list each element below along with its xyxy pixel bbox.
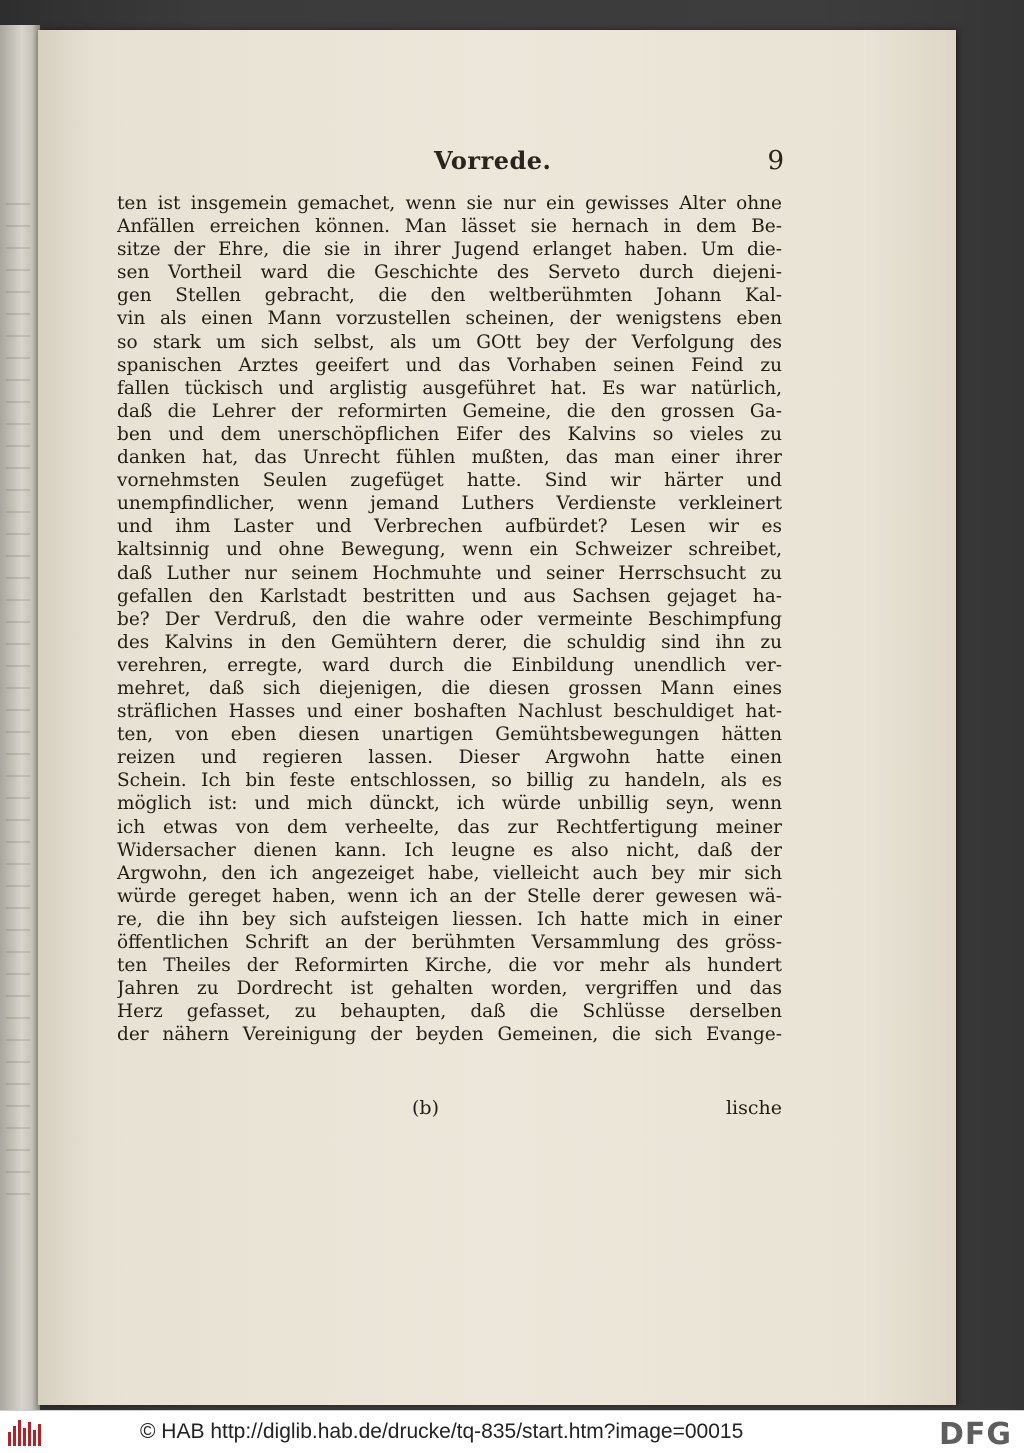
text-line: des Kalvins in den Gemühtern derer, die schuldig sind ihn zu (117, 631, 782, 653)
text-line: daß die Lehrer der reformirten Gemeine, die den grossen Ga- (117, 400, 782, 422)
text-line: vin als einen Mann vorzustellen scheinen, der wenigstens eben (117, 308, 782, 330)
text-line: daß Luther nur seinem Hochmuhte und seiner Herrschsucht zu (117, 562, 782, 584)
text-line: öffentlichen Schrift an der berühmten Versammlung des gröss- (117, 932, 782, 953)
text-line: danken hat, das Unrecht fühlen mußten, das man einer ihrer (117, 447, 782, 469)
text-line: Jahren zu Dordrecht ist gehalten worden, vergriffen und das (117, 978, 782, 1000)
running-head-title: Vorrede. (434, 146, 552, 175)
text-line: Anfällen erreichen können. Man lässet sie hernach in dem Be- (117, 216, 782, 238)
text-line: reizen und regieren lassen. Dieser Argwohn hatte einen (117, 747, 782, 769)
dfg-logo-icon[interactable]: DFG (938, 1417, 1012, 1452)
text-line: Widersacher dienen kann. Ich leugne es also nicht, daß der (117, 839, 782, 861)
signature-mark: (b) (412, 1097, 439, 1119)
text-line: ten, von eben diesen unartigen Gemühtsbewegungen hätten (117, 724, 782, 746)
hab-logo-icon[interactable] (8, 1419, 44, 1446)
text-line: gen Stellen gebracht, die den weltberühmten Johann Kal- (117, 285, 782, 307)
text-line: vornehmsten Seulen zugefüget hatte. Sind wir härter und (117, 470, 782, 492)
text-line: kaltsinnig und ohne Bewegung, wenn ein Schweizer schreibet, (117, 539, 782, 561)
running-head (128, 146, 784, 186)
text-line: fallen tückisch und arglistig ausgeführet hat. Es war natürlich, (117, 377, 782, 399)
text-line: ten ist insgemein gemachet, wenn sie nur ein gewisses Alter ohne (117, 193, 782, 214)
previous-page-edge (0, 25, 40, 1410)
text-line: sen Vortheil ward die Geschichte des Serveto durch diejeni- (117, 262, 782, 284)
text-line: würde gereget haben, wenn ich an der Stelle derer gewesen wä- (117, 885, 782, 907)
body-text (117, 192, 782, 1046)
previous-page-text-bleed (6, 195, 30, 1195)
text-line: so stark um sich selbst, als um GOtt bey der Verfolgung des (117, 331, 782, 353)
text-line: unempfindlicher, wenn jemand Luthers Verdienste verkleinert (117, 493, 782, 515)
text-line: ich etwas von dem verheelte, das zur Rechtfertigung meiner (117, 816, 782, 838)
text-line: gefallen den Karlstadt bestritten und aus Sachsen gejaget ha- (117, 585, 782, 607)
text-line: Argwohn, den ich angezeiget habe, vielleicht auch bey mir sich (117, 862, 782, 884)
text-line: Schein. Ich bin feste entschlossen, so billig zu handeln, als es (117, 770, 782, 792)
text-line: ben und dem unerschöpflichen Eifer des Kalvins so vieles zu (117, 423, 782, 445)
text-line: be? Der Verdruß, den die wahre oder vermeinte Beschimpfung (117, 608, 782, 630)
text-line: re, die ihn bey sich aufsteigen liessen. Ich hatte mich in einer (117, 908, 782, 930)
page-foot (117, 1097, 782, 1123)
text-line: Herz gefasset, zu behaupten, daß die Schlüsse derselben (117, 1001, 782, 1023)
page-number: 9 (767, 146, 784, 176)
book-page (38, 30, 956, 1405)
viewer-footer (0, 1410, 1024, 1453)
text-line: sträflichen Hasses und einer boshaften Nachlust beschuldiget hat- (117, 701, 782, 723)
catchword: lische (725, 1097, 782, 1119)
copyright-link[interactable]: © HAB http://diglib.hab.de/drucke/tq-835/start.htm?image=00015 (140, 1420, 744, 1443)
text-line: möglich ist: und mich dünckt, ich würde unbillig seyn, wenn (117, 793, 782, 815)
text-line: ten Theiles der Reformirten Kirche, die vor mehr als hundert (117, 955, 782, 977)
text-line: der nähern Vereinigung der beyden Gemeinen, die sich Evange- (117, 1024, 782, 1046)
text-line: spanischen Arztes geeifert und das Vorhaben seinen Feind zu (117, 354, 782, 376)
text-line: sitze der Ehre, die sie in ihrer Jugend erlanget haben. Um die- (117, 239, 782, 261)
text-line: mehret, daß sich diejenigen, die diesen grossen Mann eines (117, 677, 782, 699)
text-line: und ihm Laster und Verbrechen aufbürdet? Lesen wir es (117, 516, 782, 538)
text-line: verehren, erregte, ward durch die Einbildung unendlich ver- (117, 654, 782, 676)
